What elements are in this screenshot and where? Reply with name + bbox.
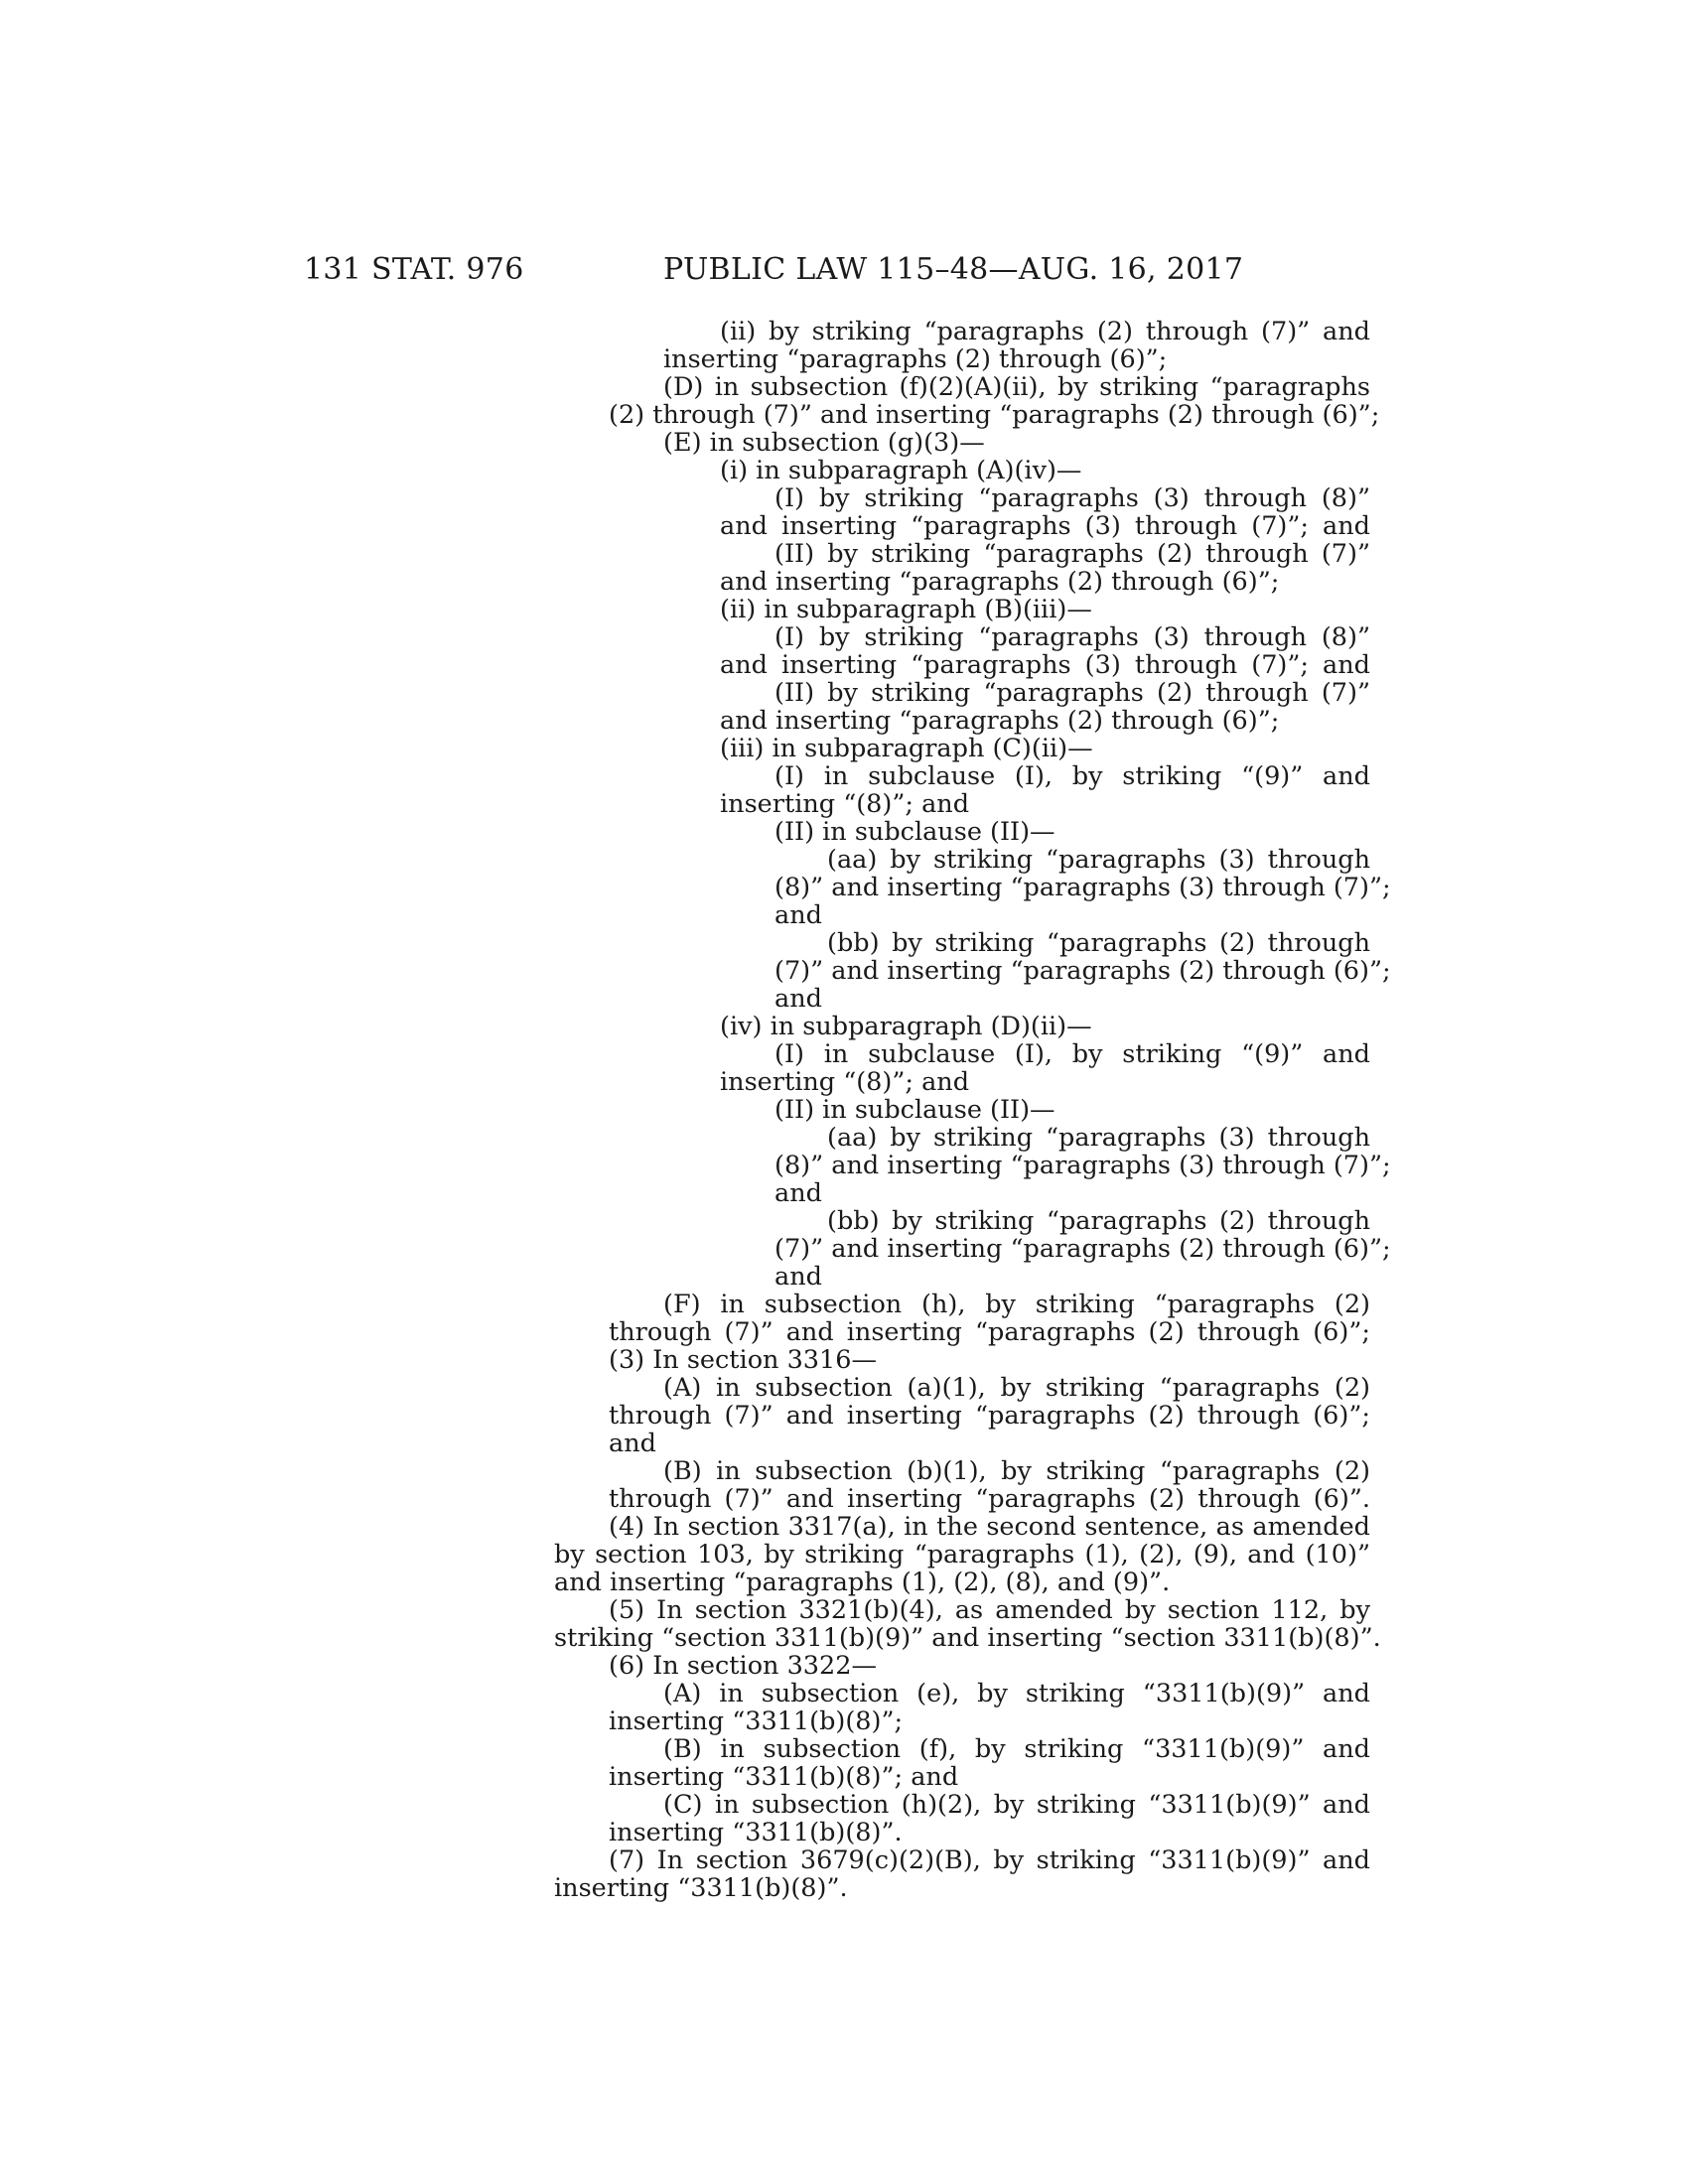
text-line: (I) in subclause (I), by striking “(9)” and (774, 1039, 1370, 1069)
text-line: and (774, 984, 822, 1014)
text-line: (4) In section 3317(a), in the second sentence, as amended (609, 1512, 1370, 1542)
text-line: (C) in subsection (h)(2), by striking “3311(b)(9)” and (663, 1790, 1370, 1820)
text-line: (iii) in subparagraph (C)(ii)— (720, 734, 1093, 763)
text-line: (7)” and inserting “paragraphs (2) through (6)”; (774, 1234, 1391, 1264)
text-line: inserting “(8)”; and (720, 789, 970, 819)
text-line: inserting “3311(b)(8)”. (609, 1818, 903, 1847)
text-line: (ii) in subparagraph (B)(iii)— (720, 595, 1092, 624)
text-line: through (7)” and inserting “paragraphs (2) through (6)”; (609, 1401, 1370, 1431)
text-line: (iv) in subparagraph (D)(ii)— (720, 1012, 1092, 1041)
text-line: (i) in subparagraph (A)(iv)— (720, 456, 1082, 485)
text-line: inserting “3311(b)(8)”. (554, 1873, 848, 1903)
stat-page-reference: 131 STAT. 976 (304, 252, 524, 287)
text-line: (A) in subsection (e), by striking “3311(b)(9)” and (663, 1679, 1370, 1708)
text-line: inserting “paragraphs (2) through (6)”; (663, 344, 1168, 374)
text-line: (B) in subsection (b)(1), by striking “paragraphs (2) (663, 1456, 1370, 1486)
text-line: (II) by striking “paragraphs (2) through (7)” (774, 539, 1370, 569)
text-line: and inserting “paragraphs (3) through (7)”; and (720, 511, 1370, 541)
text-line: (8)” and inserting “paragraphs (3) through (7)”; (774, 873, 1391, 902)
text-line: through (7)” and inserting “paragraphs (2) through (6)”; (609, 1317, 1370, 1347)
text-line: (II) in subclause (II)— (774, 817, 1055, 847)
text-line: and inserting “paragraphs (3) through (7)”; and (720, 650, 1370, 680)
text-line: inserting “(8)”; and (720, 1067, 970, 1097)
text-line: (bb) by striking “paragraphs (2) through (827, 928, 1370, 958)
text-line: and (774, 900, 822, 930)
text-line: through (7)” and inserting “paragraphs (2) through (6)”. (609, 1484, 1370, 1514)
text-line: (aa) by striking “paragraphs (3) through (827, 1123, 1370, 1153)
text-line: (I) by striking “paragraphs (3) through (8)” (774, 483, 1370, 513)
text-line: (7) In section 3679(c)(2)(B), by striking “3311(b)(9)” and (609, 1845, 1370, 1875)
text-line: (aa) by striking “paragraphs (3) through (827, 845, 1370, 875)
text-line: (2) through (7)” and inserting “paragraphs (2) through (6)”; (609, 400, 1380, 430)
text-line: (7)” and inserting “paragraphs (2) through (6)”; (774, 956, 1391, 986)
text-line: and (774, 1262, 822, 1292)
text-line: and inserting “paragraphs (2) through (6)”; (720, 567, 1280, 597)
text-line: (D) in subsection (f)(2)(A)(ii), by striking “paragraphs (663, 372, 1370, 402)
text-line: (A) in subsection (a)(1), by striking “paragraphs (2) (663, 1373, 1370, 1403)
text-line: (bb) by striking “paragraphs (2) through (827, 1206, 1370, 1236)
text-line: by section 103, by striking “paragraphs (1), (2), (9), and (10)” (554, 1540, 1370, 1570)
text-line: and (609, 1429, 656, 1458)
text-line: (8)” and inserting “paragraphs (3) through (7)”; (774, 1151, 1391, 1180)
running-header-title: PUBLIC LAW 115–48—AUG. 16, 2017 (663, 252, 1244, 287)
text-line: (II) in subclause (II)— (774, 1095, 1055, 1125)
text-line: (I) by striking “paragraphs (3) through (8)” (774, 622, 1370, 652)
text-line: and inserting “paragraphs (1), (2), (8), and (9)”. (554, 1568, 1171, 1597)
text-line: (5) In section 3321(b)(4), as amended by section 112, by (609, 1595, 1370, 1625)
text-line: striking “section 3311(b)(9)” and inserting “section 3311(b)(8)”. (554, 1623, 1381, 1653)
text-line: (F) in subsection (h), by striking “paragraphs (2) (663, 1290, 1370, 1319)
text-line: inserting “3311(b)(8)”; (609, 1706, 904, 1736)
text-line: inserting “3311(b)(8)”; and (609, 1762, 959, 1792)
text-line: and (774, 1178, 822, 1208)
text-line: (II) by striking “paragraphs (2) through (7)” (774, 678, 1370, 708)
text-line: (ii) by striking “paragraphs (2) through (7)” and (720, 317, 1370, 346)
text-line: and inserting “paragraphs (2) through (6)”; (720, 706, 1280, 736)
text-line: (6) In section 3322— (609, 1651, 877, 1681)
text-line: (I) in subclause (I), by striking “(9)” and (774, 761, 1370, 791)
text-line: (B) in subsection (f), by striking “3311(b)(9)” and (663, 1734, 1370, 1764)
text-line: (3) In section 3316— (609, 1345, 877, 1375)
text-line: (E) in subsection (g)(3)— (663, 428, 985, 458)
